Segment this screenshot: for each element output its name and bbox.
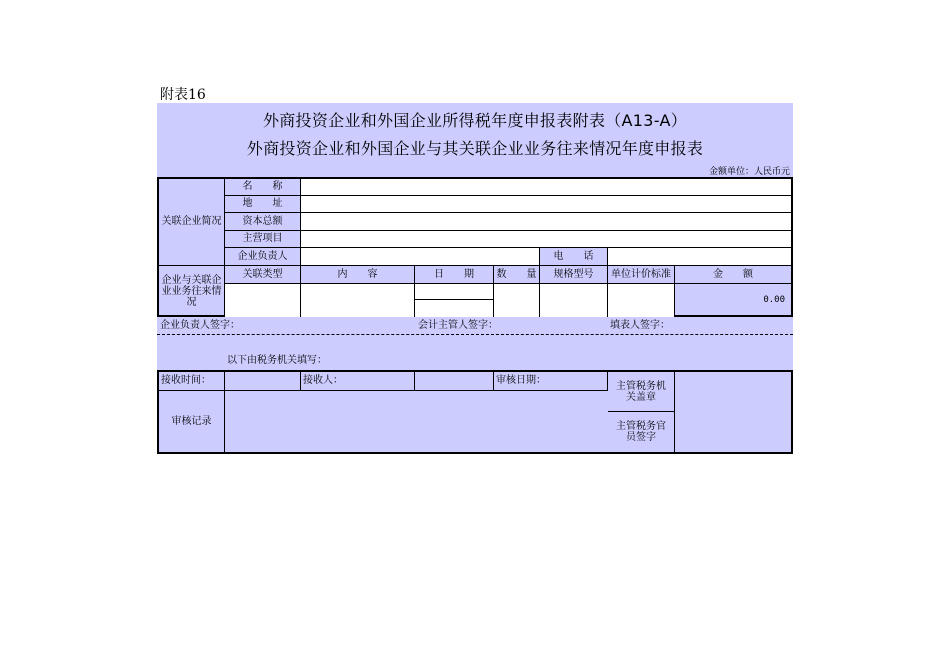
section-related-company-heading: 关联企业简况: [159, 179, 225, 266]
seal-area[interactable]: [675, 372, 791, 452]
col-relation-type: 关联类型: [225, 266, 301, 284]
col-content: 内 容: [301, 266, 415, 284]
section-business-dealings-heading: 企业与关联企业业务往来情况: [159, 266, 225, 317]
col-quantity: 数 量: [494, 266, 540, 284]
title-line-2: 外商投资企业和外国企业与其关联企业业务往来情况年度申报表: [246, 139, 704, 158]
tax-office-note: 以下由税务机关填写：: [227, 355, 327, 366]
enterprise-head-signature-label: 企业负责人签字：: [160, 320, 240, 331]
capital-value[interactable]: [301, 213, 791, 231]
phone-value[interactable]: [608, 248, 791, 266]
col-amount: 金 额: [675, 266, 791, 284]
amount-value[interactable]: 0.00: [763, 295, 785, 305]
phone-label: 电 话: [540, 248, 608, 266]
name-label: 名 称: [225, 179, 301, 196]
col-date: 日 期: [415, 266, 494, 284]
business-value[interactable]: [301, 231, 791, 248]
capital-label: 资本总额: [225, 213, 301, 231]
cell-date-1[interactable]: [415, 284, 494, 300]
col-spec-model: 规格型号: [540, 266, 608, 284]
cell-content[interactable]: [301, 284, 415, 317]
cell-spec-model[interactable]: [540, 284, 608, 317]
dashed-separator: [157, 334, 793, 335]
principal-value[interactable]: [301, 248, 540, 266]
address-value[interactable]: [301, 196, 791, 213]
review-record-area[interactable]: [225, 391, 608, 452]
officer-sign-label: 主管税务官员签字: [608, 412, 675, 452]
cell-date-2[interactable]: [415, 300, 494, 317]
form-label: 附表16: [160, 87, 206, 103]
cell-relation-type[interactable]: [225, 284, 301, 317]
address-label: 地 址: [225, 196, 301, 213]
review-record-label: 审核记录: [159, 391, 225, 452]
title-line-1: 外商投资企业和外国企业所得税年度申报表附表（A13-A）: [262, 111, 688, 130]
review-date-label: 审核日期：: [494, 372, 546, 391]
col-unit-price-standard: 单位计价标准: [608, 266, 675, 284]
name-value[interactable]: [301, 179, 791, 196]
preparer-signature-label: 填表人签字：: [610, 320, 670, 331]
receive-time-value[interactable]: [225, 372, 301, 391]
cell-unit-price-standard[interactable]: [608, 284, 675, 317]
accounting-head-signature-label: 会计主管人签字：: [418, 320, 498, 331]
cell-quantity[interactable]: [494, 284, 540, 317]
receiver-label: 接收人：: [301, 372, 415, 391]
seal-label: 主管税务机关盖章: [608, 372, 675, 412]
receive-time-label: 接收时间：: [159, 372, 225, 391]
review-date-value[interactable]: [546, 372, 608, 391]
amount-unit: 金额单位：人民币元: [708, 167, 790, 177]
receiver-value[interactable]: [415, 372, 494, 391]
business-label: 主营项目: [225, 231, 301, 248]
principal-label: 企业负责人: [225, 248, 301, 266]
title-banner: [157, 103, 793, 177]
